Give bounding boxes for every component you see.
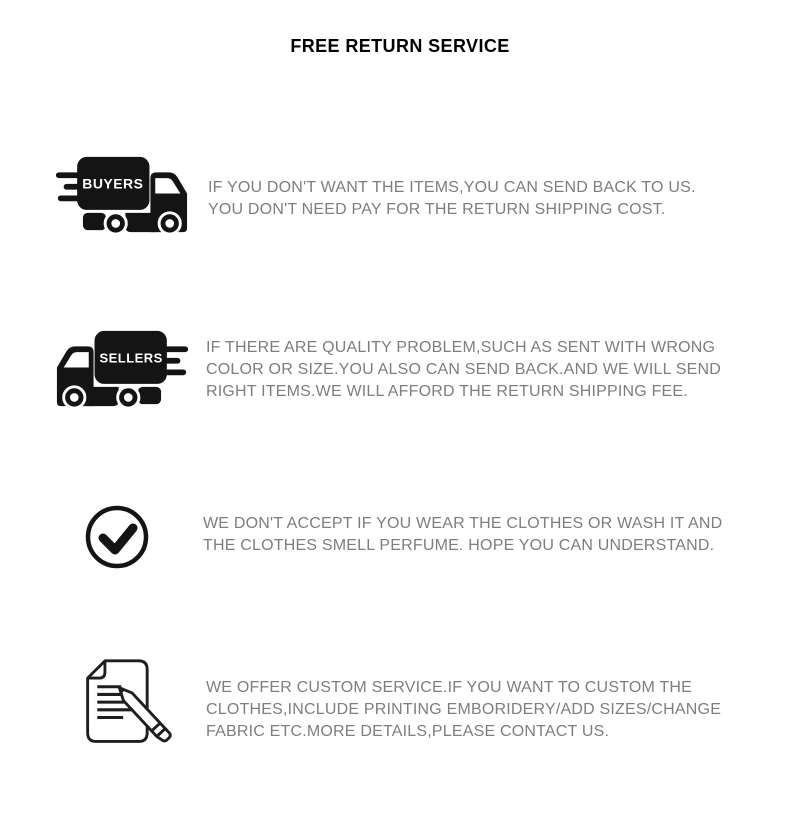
service-text-no-worn-returns xyxy=(203,513,722,557)
service-text-line: FABRIC ETC.MORE DETAILS,PLEASE CONTACT US. xyxy=(206,723,610,740)
sellers-truck-icon xyxy=(55,325,190,412)
service-text-line: CLOTHES,INCLUDE PRINTING EMBORIDERY/ADD SIZES/CHANGE xyxy=(206,701,722,718)
buyers-truck-icon xyxy=(54,151,189,238)
page-title: FREE RETURN SERVICE xyxy=(290,36,510,56)
service-text-line: WE OFFER CUSTOM SERVICE.IF YOU WANT TO CUSTOM THE xyxy=(206,679,693,696)
service-text-line: RIGHT ITEMS.WE WILL AFFORD THE RETURN SHIPPING FEE. xyxy=(206,383,688,400)
truck-cargo-label-buyers: BUYERS xyxy=(82,175,144,192)
service-text-buyers xyxy=(208,177,696,221)
service-text-line: IF THERE ARE QUALITY PROBLEM,SUCH AS SENT WITH WRONG xyxy=(206,339,716,356)
service-text-line: YOU DON'T NEED PAY FOR THE RETURN SHIPPING COST. xyxy=(208,201,666,218)
service-text-line: IF YOU DON'T WANT THE ITEMS,YOU CAN SEND BACK TO US. xyxy=(208,179,696,196)
service-text-line: WE DON'T ACCEPT IF YOU WEAR THE CLOTHES OR WASH IT AND xyxy=(203,515,723,532)
check-circle-icon xyxy=(84,504,150,570)
service-text-custom-service xyxy=(206,677,721,743)
truck-cargo-label-sellers: SELLERS xyxy=(99,350,163,366)
document-pencil-icon xyxy=(79,657,175,753)
service-text-line: COLOR OR SIZE.YOU ALSO CAN SEND BACK.AND WE WILL SEND xyxy=(206,361,721,378)
service-text-line: THE CLOTHES SMELL PERFUME. HOPE YOU CAN UNDERSTAND. xyxy=(203,537,715,554)
service-text-sellers xyxy=(206,337,721,403)
